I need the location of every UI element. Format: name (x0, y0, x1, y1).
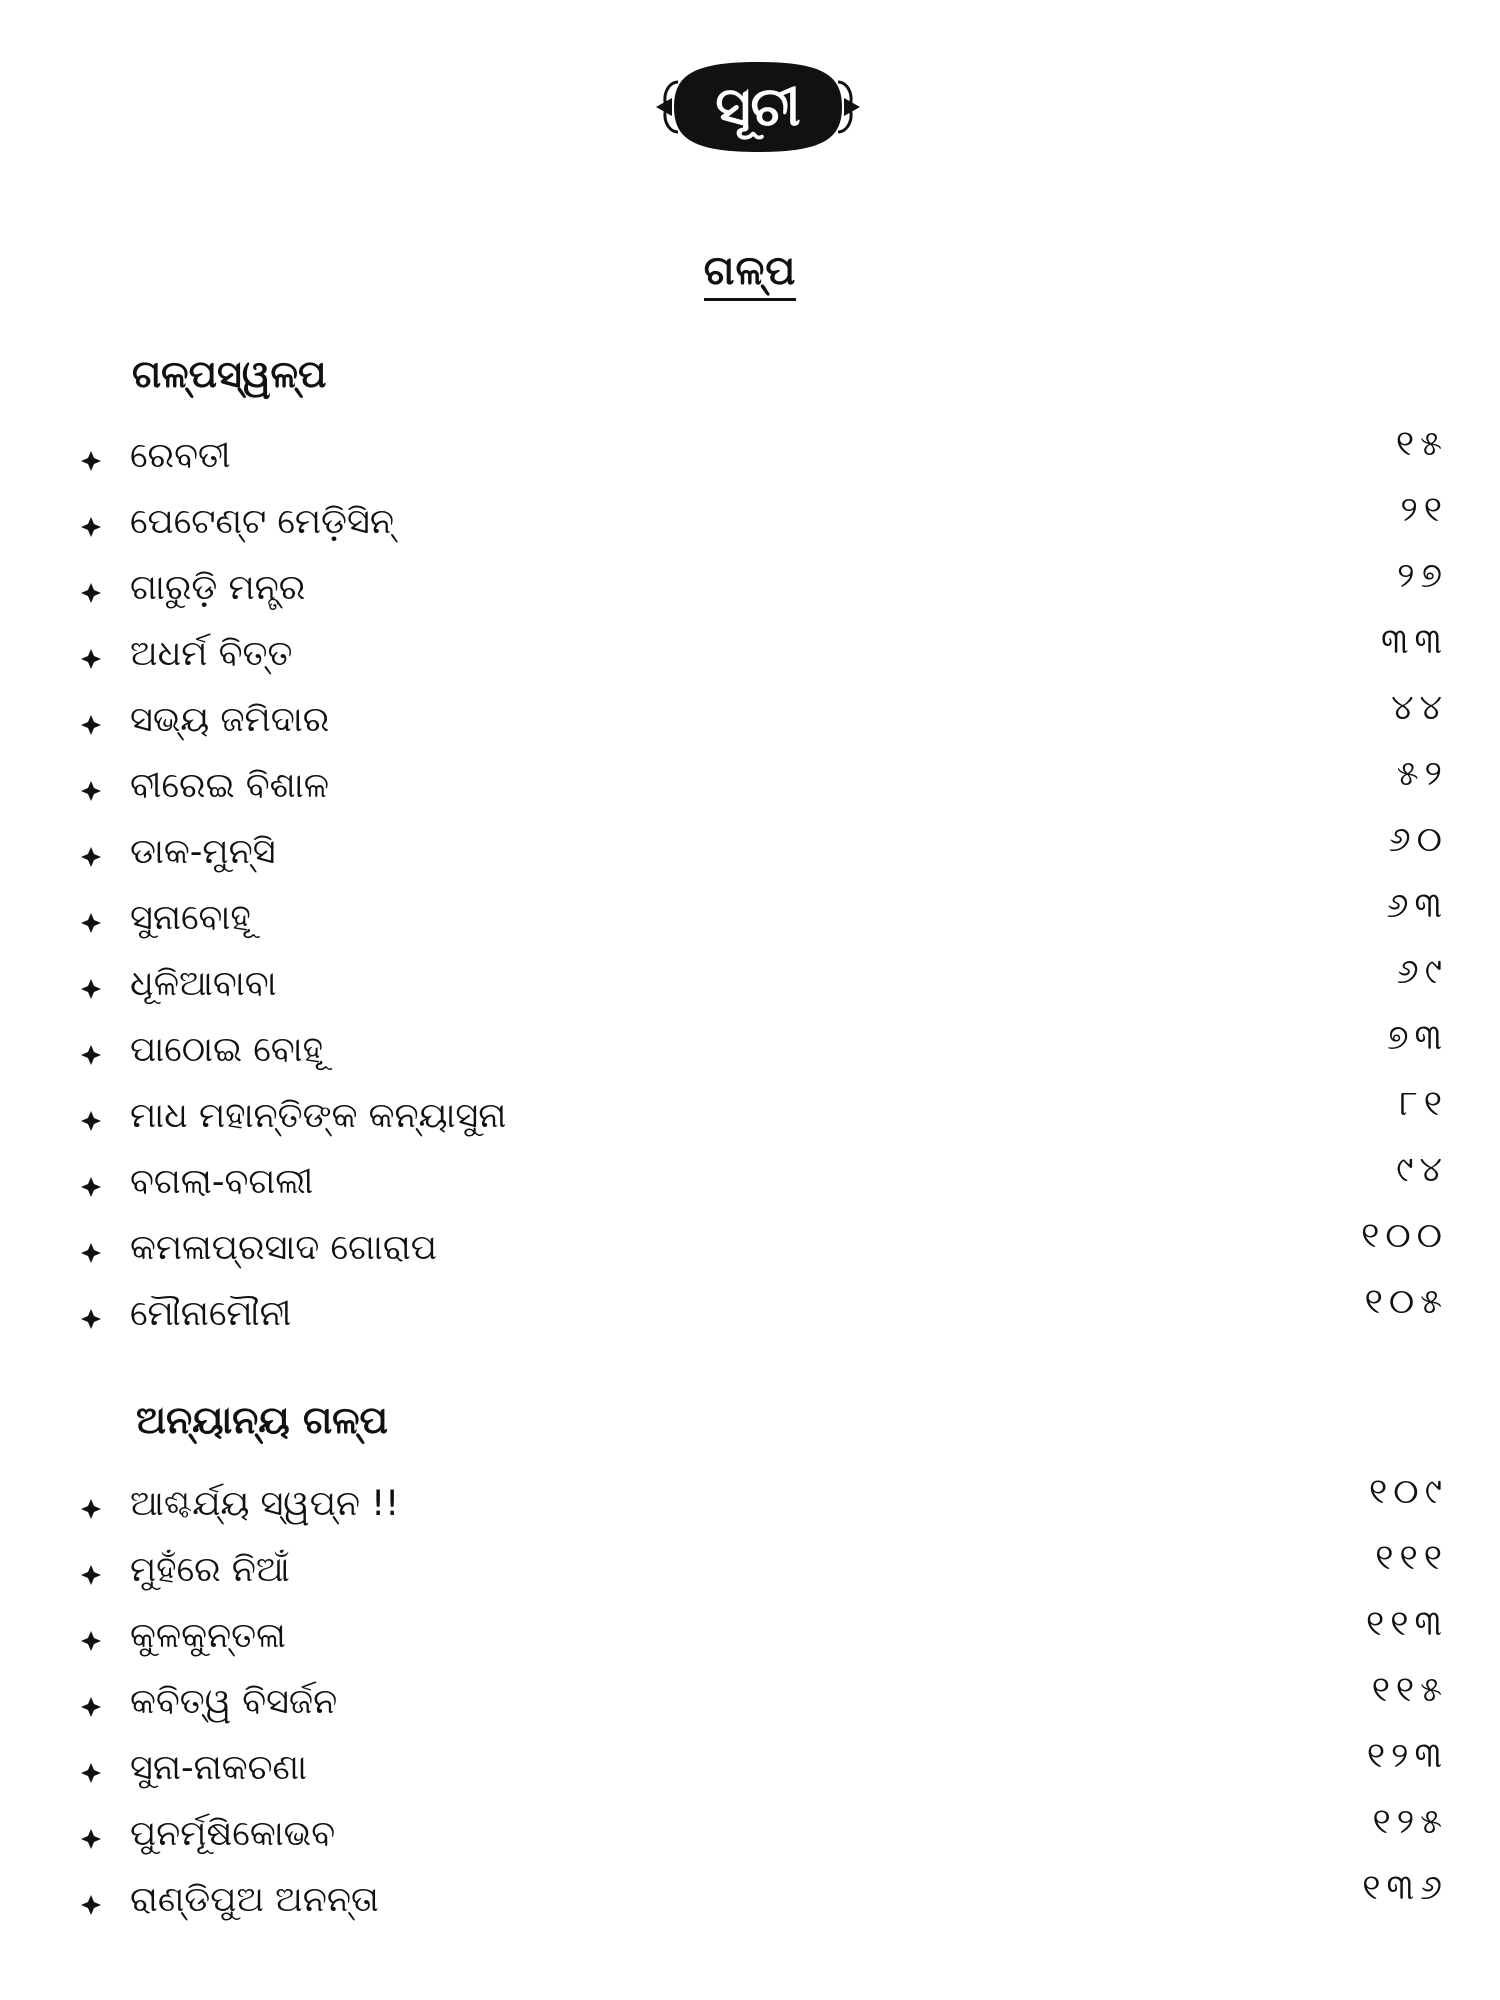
diamond-bullet-icon (80, 1630, 102, 1652)
toc-entry[interactable] (0, 1216, 1500, 1288)
diamond-bullet-icon (80, 648, 102, 670)
group-title-2: ଅନ୍ୟାନ୍ୟ ଗଳ୍ପ (136, 1398, 388, 1442)
entry-title: ସଭ୍ୟ ଜମିଦାର (130, 700, 330, 740)
entry-title: ଧୂଳିଆବାବା (130, 964, 277, 1004)
entry-page-number: ୧୦୫ (1364, 1282, 1448, 1322)
diamond-bullet-icon (80, 1564, 102, 1586)
diamond-bullet-icon (80, 846, 102, 868)
title-badge (652, 48, 864, 166)
toc-entry[interactable] (0, 886, 1500, 958)
diamond-bullet-icon (80, 1696, 102, 1718)
diamond-bullet-icon (80, 912, 102, 934)
diamond-bullet-icon (80, 1242, 102, 1264)
diamond-bullet-icon (80, 516, 102, 538)
entry-title: ସୁନାବୋହୂ (130, 898, 251, 938)
toc-entry[interactable] (0, 820, 1500, 892)
entry-title: ମୁହଁରେ ନିଆଁ (130, 1550, 290, 1590)
entry-page-number: ୧୦୦ (1361, 1216, 1448, 1256)
section-heading-text: ଗଳ୍ପ (704, 248, 797, 301)
section-heading (0, 248, 1500, 294)
diamond-bullet-icon (80, 1044, 102, 1066)
entry-title: ପୁନର୍ମୂଷିକୋଭବ (130, 1814, 336, 1854)
page-title: ସୂଚୀ (715, 75, 801, 138)
toc-entry[interactable] (0, 688, 1500, 760)
toc-entry[interactable] (0, 952, 1500, 1024)
entry-page-number: ୬୯ (1396, 952, 1448, 992)
entry-page-number: ୧୩୬ (1362, 1868, 1448, 1908)
entry-page-number: ୬୩ (1386, 886, 1448, 926)
entry-title: ସୁନା-ନାକଚଣା (130, 1748, 307, 1788)
entry-page-number: ୧୧୩ (1366, 1604, 1448, 1644)
entry-page-number: ୪୪ (1391, 688, 1448, 728)
toc-entry[interactable] (0, 1282, 1500, 1354)
diamond-bullet-icon (80, 450, 102, 472)
entry-page-number: ୬୦ (1388, 820, 1448, 860)
diamond-bullet-icon (80, 1762, 102, 1784)
toc-entry[interactable] (0, 1472, 1500, 1544)
toc-entry[interactable] (0, 1604, 1500, 1676)
toc-entry[interactable] (0, 1150, 1500, 1222)
diamond-bullet-icon (80, 1176, 102, 1198)
diamond-bullet-icon (80, 1894, 102, 1916)
entry-page-number: ୧୧୫ (1371, 1670, 1448, 1710)
group-title-1: ଗଳ୍ପସ୍ୱଳ୍ପ (132, 352, 327, 396)
entry-title: ମାଧ ମହାନ୍ତିଙ୍କ କନ୍ୟାସୁନା (130, 1096, 507, 1136)
toc-entry[interactable] (0, 754, 1500, 826)
entry-title: କବିତ୍ୱ ବିସର୍ଜନ (130, 1682, 338, 1722)
entry-page-number: ୧୨୩ (1366, 1736, 1448, 1776)
entry-page-number: ୨୧ (1400, 490, 1448, 530)
diamond-bullet-icon (80, 978, 102, 1000)
toc-entry[interactable] (0, 424, 1500, 496)
entry-title: ରାଣ୍ଡିପୁଅ ଅନନ୍ତା (130, 1880, 379, 1920)
entry-title: ପାଠୋଇ ବୋହୂ (130, 1030, 324, 1070)
entry-title: କମଳାପ୍ରସାଦ ଗୋରାପ (130, 1228, 437, 1268)
entry-title: ଡାକ-ମୁନ୍‌ସି (130, 832, 276, 872)
toc-entry[interactable] (0, 1084, 1500, 1156)
toc-list-2 (0, 1472, 1500, 1940)
toc-entry[interactable] (0, 490, 1500, 562)
entry-title: ବୀରେଇ ବିଶାଳ (130, 766, 329, 806)
entry-page-number: ୯୪ (1396, 1150, 1448, 1190)
toc-entry[interactable] (0, 1868, 1500, 1940)
entry-title: ଆଶ୍ଚର୍ଯ୍ୟ ସ୍ୱପ୍ନ !! (130, 1484, 400, 1524)
entry-page-number: ୫୨ (1396, 754, 1448, 794)
entry-page-number: ୨୭ (1397, 556, 1448, 596)
entry-title: ବଗଲା-ବଗଲୀ (130, 1162, 314, 1202)
toc-entry[interactable] (0, 1018, 1500, 1090)
entry-title: ପେଟେଣ୍ଟ ମେଡ଼ିସିନ୍ (130, 502, 394, 542)
diamond-bullet-icon (80, 1498, 102, 1520)
entry-title: ମୌନାମୌନୀ (130, 1294, 292, 1334)
diamond-bullet-icon (80, 780, 102, 802)
diamond-bullet-icon (80, 1110, 102, 1132)
entry-title: ରେବତୀ (130, 436, 231, 476)
diamond-bullet-icon (80, 1308, 102, 1330)
toc-entry[interactable] (0, 1670, 1500, 1742)
entry-page-number: ୧୫ (1395, 424, 1448, 464)
diamond-bullet-icon (80, 714, 102, 736)
entry-title: କୁଳକୁନ୍ତଳା (130, 1616, 286, 1656)
entry-page-number: ୧୦୯ (1369, 1472, 1448, 1512)
diamond-bullet-icon (80, 1828, 102, 1850)
diamond-bullet-icon (80, 582, 102, 604)
entry-page-number: ୩୩ (1380, 622, 1448, 662)
entry-page-number: ୭୩ (1387, 1018, 1448, 1058)
entry-page-number: ୮୧ (1399, 1084, 1448, 1124)
toc-entry[interactable] (0, 556, 1500, 628)
entry-page-number: ୧୨୫ (1372, 1802, 1448, 1842)
toc-entry[interactable] (0, 1736, 1500, 1808)
toc-entry[interactable] (0, 622, 1500, 694)
toc-entry[interactable] (0, 1538, 1500, 1610)
entry-title: ଗାରୁଡ଼ି ମନ୍ତ୍ର (130, 568, 306, 608)
toc-list-1 (0, 424, 1500, 1354)
toc-entry[interactable] (0, 1802, 1500, 1874)
entry-page-number: ୧୧୧ (1375, 1538, 1448, 1578)
entry-title: ଅଧର୍ମ ବିତ୍ତ (130, 634, 293, 674)
